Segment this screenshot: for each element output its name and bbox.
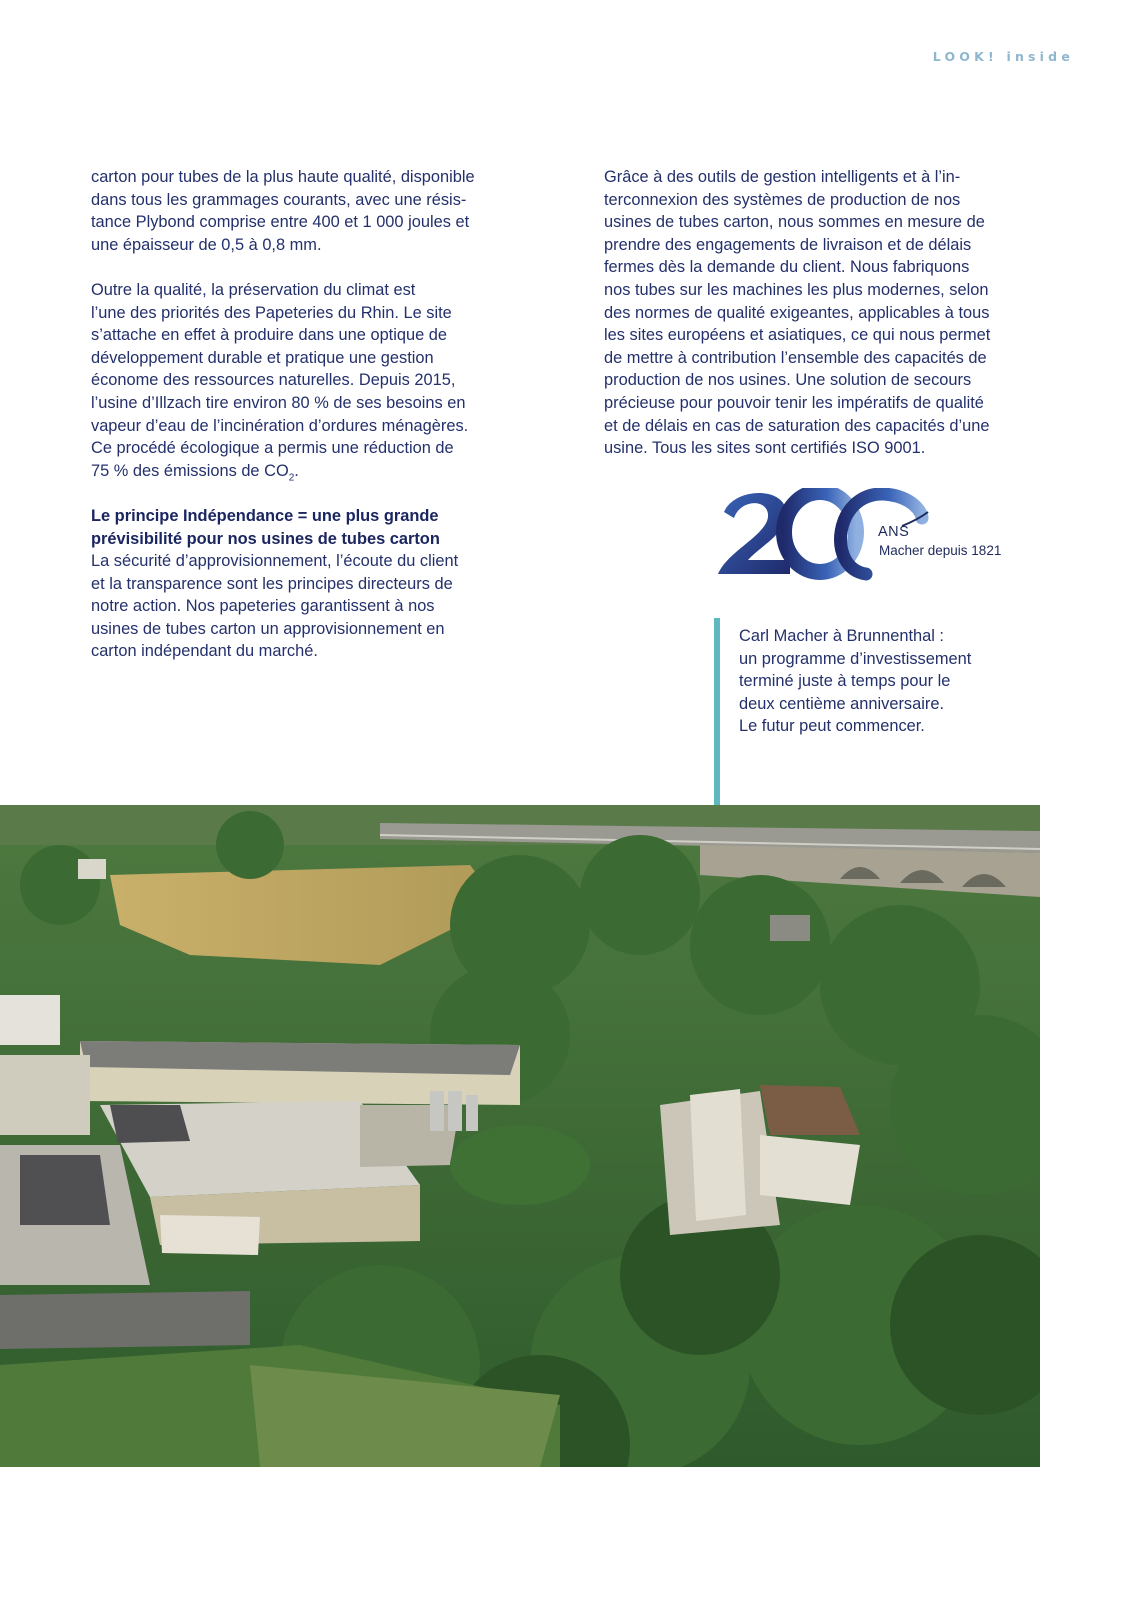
- heading-line: prévisibilité pour nos usines de tubes carton: [91, 529, 440, 548]
- text-line: de mettre à contribution l’ensemble des capacités de: [604, 348, 987, 367]
- text-line: Grâce à des outils de gestion intelligents et à l’in-: [604, 168, 961, 186]
- co2-text: 75 % des émissions de CO: [91, 461, 289, 480]
- text-line: une épaisseur de 0,5 à 0,8 mm.: [91, 235, 322, 254]
- caption-line: un programme d’investissement: [739, 649, 972, 668]
- text-line: développement durable et pratique une gestion: [91, 348, 434, 367]
- text-line: s’attache en effet à produire dans une optique de: [91, 326, 448, 345]
- paragraph: [604, 166, 1036, 460]
- paragraph: [91, 279, 539, 482]
- logo-since-label: Macher depuis 1821: [879, 543, 1002, 558]
- text-line: et la transparence sont les principes directeurs de: [91, 574, 453, 593]
- caption-line: Carl Macher à Brunnenthal :: [739, 627, 944, 645]
- photo-caption: [739, 625, 1039, 738]
- text-line: dans tous les grammages courants, avec une résis-: [91, 190, 467, 209]
- section-heading: [91, 505, 539, 550]
- text-line: terconnexion des systèmes de production de nos: [604, 190, 961, 209]
- text-line: Outre la qualité, la préservation du climat est: [91, 280, 416, 299]
- aerial-photo-illustration: [0, 805, 1040, 1467]
- paragraph: [91, 550, 539, 663]
- paragraph: [91, 166, 539, 256]
- text-line: fermes dès la demande du client. Nous fabriquons: [604, 258, 970, 277]
- text-line: Ce procédé écologique a permis une réduction de: [91, 439, 454, 458]
- text-line: l’usine d’Illzach tire environ 80 % de ses besoins en: [91, 393, 466, 412]
- caption-line: terminé juste à temps pour le: [739, 672, 951, 691]
- text-line: les sites européens et asiatiques, ce qui nous permet: [604, 326, 991, 345]
- text-line: [91, 460, 539, 483]
- text-line: tance Plybond comprise entre 400 et 1 000 joules et: [91, 213, 470, 232]
- logo-ans-label: ANS: [878, 524, 910, 540]
- text-line: vapeur d’eau de l’incinération d’ordures ménagères.: [91, 416, 469, 435]
- text-line: l’une des priorités des Papeteries du Rhin. Le site: [91, 303, 452, 322]
- caption-line: deux centième anniversaire.: [739, 694, 944, 713]
- text-line: usines de tubes carton un approvisionnement en: [91, 619, 445, 638]
- right-column: [604, 166, 1036, 460]
- left-column: [91, 166, 539, 663]
- text-line: précieuse pour pouvoir tenir les impératifs de qualité: [604, 393, 984, 412]
- text-line: et de délais en cas de saturation des capacités d’une: [604, 416, 990, 435]
- anniversary-logo-graphic: [716, 488, 1016, 588]
- co2-subscript: 2: [288, 472, 295, 483]
- text-line: économe des ressources naturelles. Depuis 2015,: [91, 371, 456, 390]
- caption-line: Le futur peut commencer.: [739, 717, 925, 736]
- text-line: La sécurité d’approvisionnement, l’écoute du client: [91, 552, 459, 571]
- heading-line: Le principe Indépendance = une plus grande: [91, 506, 439, 525]
- anniversary-logo: [716, 488, 1016, 588]
- aerial-factory-photo: [0, 805, 1040, 1467]
- text-line: notre action. Nos papeteries garantissent à nos: [91, 597, 435, 616]
- text-line: usine. Tous les sites sont certifiés ISO 9001.: [604, 439, 926, 458]
- text-line: carton indépendant du marché.: [91, 642, 318, 661]
- text-line: usines de tubes carton, nous sommes en mesure de: [604, 213, 985, 232]
- text-line: carton pour tubes de la plus haute qualité, disponible: [91, 168, 475, 186]
- co2-period: .: [294, 461, 299, 480]
- text-line: nos tubes sur les machines les plus modernes, selon: [604, 280, 989, 299]
- text-line: production de nos usines. Une solution de secours: [604, 371, 972, 390]
- text-line: des normes de qualité exigeantes, applicables à tous: [604, 303, 990, 322]
- text-line: prendre des engagements de livraison et de délais: [604, 235, 972, 254]
- running-head: LOOK! inside: [932, 49, 1074, 64]
